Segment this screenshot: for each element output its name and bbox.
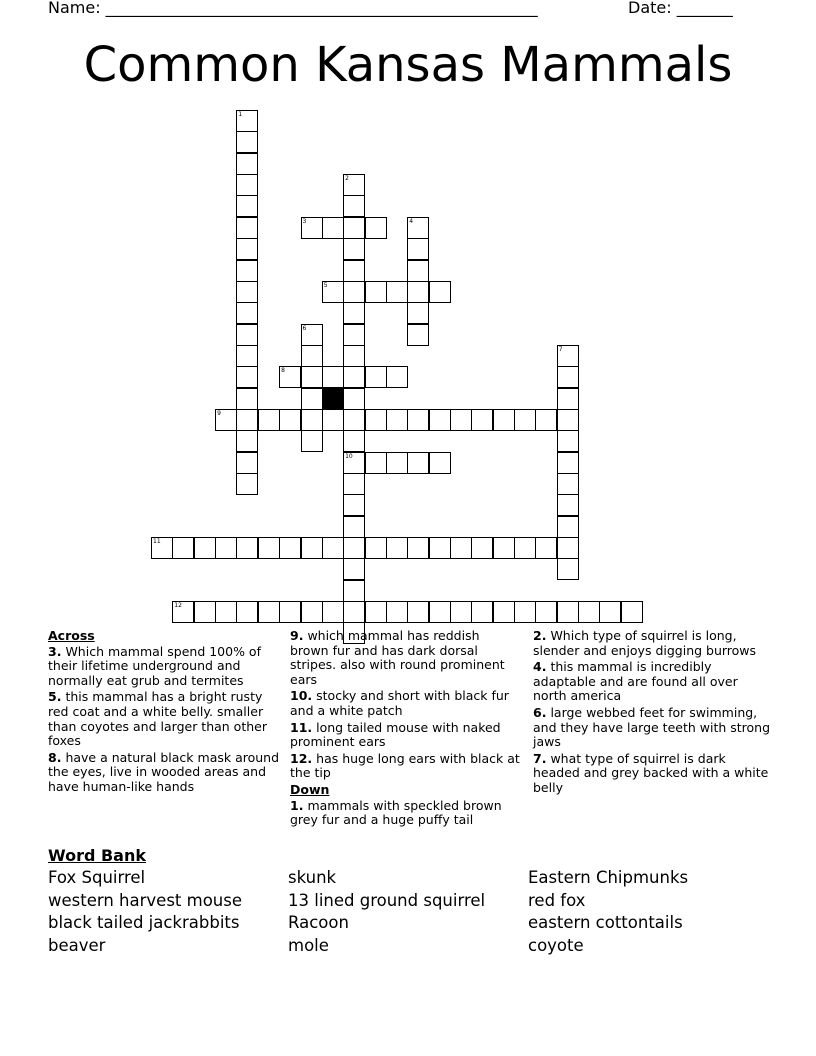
grid-cell[interactable]	[322, 537, 344, 559]
grid-cell[interactable]	[151, 537, 173, 559]
grid-cell[interactable]	[407, 281, 429, 303]
grid-cell[interactable]	[557, 558, 579, 580]
grid-cell[interactable]	[557, 516, 579, 538]
clue-text: Which mammal spend 100% of their lifetime underground and normally eat grub and termites	[48, 643, 261, 688]
grid-cell[interactable]	[429, 281, 451, 303]
clue-across-10	[290, 689, 520, 718]
grid-cell[interactable]	[343, 388, 365, 410]
grid-cell[interactable]	[172, 537, 194, 559]
grid-cell[interactable]	[429, 452, 451, 474]
clue-across-5	[48, 690, 280, 748]
clue-number: 10.	[290, 688, 313, 704]
clue-text: has huge long ears with black at the tip	[290, 750, 520, 781]
word-bank-column-3	[528, 867, 688, 957]
grid-cell[interactable]	[301, 601, 323, 623]
word-bank-item: beaver	[48, 935, 106, 955]
grid-cell[interactable]	[514, 537, 536, 559]
grid-cell[interactable]	[514, 601, 536, 623]
clue-number-label: 1	[238, 111, 243, 118]
grid-cell[interactable]	[343, 494, 365, 516]
grid-cell[interactable]	[407, 537, 429, 559]
grid-cell[interactable]	[194, 537, 216, 559]
grid-cell[interactable]	[301, 388, 323, 410]
grid-cell[interactable]	[343, 195, 365, 217]
grid-cell[interactable]	[343, 452, 365, 474]
clue-number-label: 5	[323, 281, 328, 289]
word-bank-item: coyote	[528, 935, 584, 955]
word-bank-item: red fox	[528, 890, 586, 910]
grid-cell[interactable]	[301, 366, 323, 388]
grid-cell[interactable]	[343, 238, 365, 260]
grid-cell[interactable]	[343, 324, 365, 346]
grid-cell[interactable]	[236, 409, 258, 431]
grid-cell[interactable]	[236, 430, 258, 452]
grid-cell[interactable]	[407, 238, 429, 260]
page-title: Common Kansas Mammals	[83, 37, 733, 93]
clue-number-label: 3	[302, 217, 307, 225]
clue-number-label: 12	[174, 602, 182, 609]
grid-cell[interactable]	[535, 409, 557, 431]
grid-cell[interactable]	[407, 302, 429, 324]
grid-cell[interactable]	[236, 388, 258, 410]
grid-cell[interactable]	[493, 601, 515, 623]
grid-cell[interactable]	[236, 281, 258, 303]
grid-cell[interactable]	[301, 409, 323, 431]
clue-number: 9.	[290, 628, 304, 643]
grid-cell[interactable]	[343, 601, 365, 623]
grid-cell[interactable]	[343, 516, 365, 538]
clue-number-label: 2	[345, 175, 349, 183]
grid-cell[interactable]	[365, 601, 387, 623]
word-bank-item: mole	[288, 935, 329, 955]
grid-cell[interactable]	[236, 131, 258, 153]
grid-cell[interactable]	[194, 601, 216, 623]
word-bank-item: Fox Squirrel	[48, 868, 146, 887]
grid-cell[interactable]	[471, 537, 493, 559]
clue-number-label: 10	[345, 452, 353, 460]
word-bank-item: black tailed jackrabbits	[48, 913, 240, 933]
grid-cell[interactable]	[407, 409, 429, 431]
across-heading: Across	[48, 628, 95, 643]
grid-cell[interactable]	[471, 601, 493, 623]
word-bank-item: 13 lined ground squirrel	[288, 890, 486, 910]
clue-across-3	[48, 645, 280, 689]
grid-cell[interactable]	[365, 366, 387, 388]
grid-cell[interactable]	[557, 409, 579, 431]
grid-cell[interactable]	[557, 494, 579, 516]
grid-cell[interactable]	[236, 260, 258, 282]
grid-cell[interactable]	[535, 537, 557, 559]
grid-cell[interactable]	[301, 324, 323, 346]
clue-number: 7.	[533, 750, 547, 766]
grid-cell[interactable]	[236, 153, 258, 175]
grid-cell[interactable]	[236, 195, 258, 217]
grid-cell[interactable]	[343, 430, 365, 452]
grid-cell[interactable]	[343, 281, 365, 303]
grid-cell[interactable]	[279, 537, 301, 559]
clue-text: what type of squirrel is dark headed and grey backed with a white belly	[533, 750, 769, 795]
clue-number-label: 11	[153, 538, 161, 545]
grid-cell[interactable]	[258, 537, 280, 559]
grid-cell[interactable]	[599, 601, 621, 623]
word-bank-item: eastern cottontails	[528, 913, 683, 933]
name-field[interactable]: Name: ______________________________________________________	[48, 0, 538, 17]
grid-cell[interactable]	[343, 366, 365, 388]
grid-cell[interactable]	[365, 409, 387, 431]
grid-cell[interactable]	[386, 601, 408, 623]
word-bank-item: Eastern Chipmunks	[528, 868, 689, 887]
word-bank-item: skunk	[288, 868, 337, 887]
clue-across-9	[290, 629, 520, 687]
clue-number: 6.	[533, 704, 547, 720]
clue-text: this mammal has a bright rusty red coat and a white belly. smaller than coyotes and larger than other foxes	[48, 689, 267, 749]
grid-cell[interactable]	[322, 281, 344, 303]
grid-cell[interactable]	[535, 601, 557, 623]
clues-column-3	[533, 629, 773, 798]
grid-cell[interactable]	[215, 409, 237, 431]
grid-cell[interactable]	[279, 601, 301, 623]
grid-cell[interactable]	[514, 409, 536, 431]
word-bank-item: western harvest mouse	[48, 890, 243, 910]
grid-cell[interactable]	[557, 601, 579, 623]
clue-text: long tailed mouse with naked prominent ears	[290, 719, 501, 750]
grid-cell[interactable]	[365, 537, 387, 559]
clue-number-label: 9	[217, 409, 221, 417]
grid-cell[interactable]	[236, 452, 258, 474]
clue-number: 8.	[48, 749, 62, 765]
grid-cell[interactable]	[236, 110, 258, 132]
grid-cell[interactable]	[301, 217, 323, 239]
clue-number-label: 4	[409, 217, 414, 225]
grid-cell[interactable]	[343, 537, 365, 559]
grid-cell[interactable]	[386, 281, 408, 303]
grid-cell[interactable]	[236, 345, 258, 367]
grid-cell[interactable]	[407, 324, 429, 346]
grid-cell[interactable]	[343, 409, 365, 431]
clue-text: Which type of squirrel is long, slender and enjoys digging burrows	[533, 628, 757, 658]
grid-cell[interactable]	[557, 537, 579, 559]
grid-cell[interactable]	[172, 601, 194, 623]
grid-cell[interactable]	[386, 409, 408, 431]
clue-number-label: 7	[558, 345, 563, 353]
clue-number: 4.	[533, 659, 547, 675]
clue-number: 3.	[48, 643, 62, 659]
clue-text: this mammal is incredibly adaptable and are found all over north america	[533, 659, 738, 704]
grid-cell[interactable]	[450, 409, 472, 431]
grid-cell[interactable]	[236, 238, 258, 260]
clues-column-1	[48, 629, 280, 797]
clue-down-1	[290, 799, 520, 828]
clue-number: 11.	[290, 719, 313, 735]
grid-cell[interactable]	[557, 366, 579, 388]
clue-text: mammals with speckled brown grey fur and a huge puffy tail	[290, 797, 502, 828]
clues-column-2	[290, 629, 520, 830]
clue-across-8	[48, 751, 280, 795]
grid-cell[interactable]	[471, 409, 493, 431]
grid-cell[interactable]	[365, 452, 387, 474]
clue-down-6	[533, 706, 773, 750]
word-bank-column-2	[288, 867, 485, 957]
grid-cell[interactable]	[429, 601, 451, 623]
clue-down-7	[533, 752, 773, 796]
grid-cell[interactable]	[429, 537, 451, 559]
blocked-cell	[322, 388, 344, 410]
word-bank-column-1	[48, 867, 242, 957]
grid-cell[interactable]	[343, 260, 365, 282]
grid-cell[interactable]	[621, 601, 643, 623]
grid-cell[interactable]	[301, 537, 323, 559]
grid-cell[interactable]	[236, 601, 258, 623]
clue-text: have a natural black mask around the eyes, live in wooded areas and have human-like hands	[48, 749, 280, 794]
grid-cell[interactable]	[322, 601, 344, 623]
grid-cell[interactable]	[429, 409, 451, 431]
clue-text: which mammal has reddish brown fur and has dark dorsal stripes. also with round prominent ears	[290, 628, 505, 687]
clue-number-label: 8	[281, 367, 285, 375]
grid-cell[interactable]	[557, 388, 579, 410]
grid-cell[interactable]	[557, 452, 579, 474]
date-field[interactable]: Date: _______	[628, 0, 733, 17]
grid-cell[interactable]	[386, 452, 408, 474]
grid-cell[interactable]	[343, 473, 365, 495]
grid-cell[interactable]	[450, 601, 472, 623]
grid-cell[interactable]	[386, 366, 408, 388]
grid-cell[interactable]	[236, 473, 258, 495]
clue-down-4	[533, 660, 773, 704]
clue-number: 5.	[48, 689, 62, 705]
grid-cell[interactable]	[301, 345, 323, 367]
grid-cell[interactable]	[279, 366, 301, 388]
grid-cell[interactable]	[493, 409, 515, 431]
grid-cell[interactable]	[322, 366, 344, 388]
grid-cell[interactable]	[343, 580, 365, 602]
grid-cell[interactable]	[343, 345, 365, 367]
grid-cell[interactable]	[215, 601, 237, 623]
grid-cell[interactable]	[236, 366, 258, 388]
grid-cell[interactable]	[343, 217, 365, 239]
clue-across-11	[290, 721, 520, 750]
grid-cell[interactable]	[493, 537, 515, 559]
grid-cell[interactable]	[236, 174, 258, 196]
grid-cell[interactable]	[365, 281, 387, 303]
grid-cell[interactable]	[343, 174, 365, 196]
grid-cell[interactable]	[322, 409, 344, 431]
grid-cell[interactable]	[386, 537, 408, 559]
grid-cell[interactable]	[343, 558, 365, 580]
grid-cell[interactable]	[407, 217, 429, 239]
grid-cell[interactable]	[450, 537, 472, 559]
grid-cell[interactable]	[557, 473, 579, 495]
grid-cell[interactable]	[215, 537, 237, 559]
clue-down-2	[533, 629, 773, 658]
grid-cell[interactable]	[407, 601, 429, 623]
grid-cell[interactable]	[557, 430, 579, 452]
grid-cell[interactable]	[301, 430, 323, 452]
word-bank-item: Racoon	[288, 913, 349, 933]
grid-cell[interactable]	[343, 302, 365, 324]
grid-cell[interactable]	[407, 260, 429, 282]
clue-number-label: 6	[302, 324, 307, 332]
clue-number: 12.	[290, 750, 313, 766]
grid-cell[interactable]	[236, 217, 258, 239]
grid-cell[interactable]	[258, 601, 280, 623]
clue-text: large webbed feet for swimming, and they have large teeth with strong jaws	[533, 704, 771, 750]
grid-cell[interactable]	[258, 409, 280, 431]
clue-number: 1.	[290, 797, 304, 813]
grid-cell[interactable]	[236, 537, 258, 559]
word-bank-heading: Word Bank	[48, 846, 147, 865]
grid-cell[interactable]	[578, 601, 600, 623]
down-heading: Down	[290, 781, 330, 797]
grid-cell[interactable]	[279, 409, 301, 431]
clue-text: stocky and short with black fur and a white patch	[290, 688, 509, 718]
grid-cell[interactable]	[407, 452, 429, 474]
grid-cell[interactable]	[322, 217, 344, 239]
clue-across-12	[290, 752, 520, 781]
clue-number: 2.	[533, 628, 547, 643]
grid-cell[interactable]	[236, 302, 258, 324]
grid-cell[interactable]	[236, 324, 258, 346]
grid-cell[interactable]	[557, 345, 579, 367]
grid-cell[interactable]	[365, 217, 387, 239]
